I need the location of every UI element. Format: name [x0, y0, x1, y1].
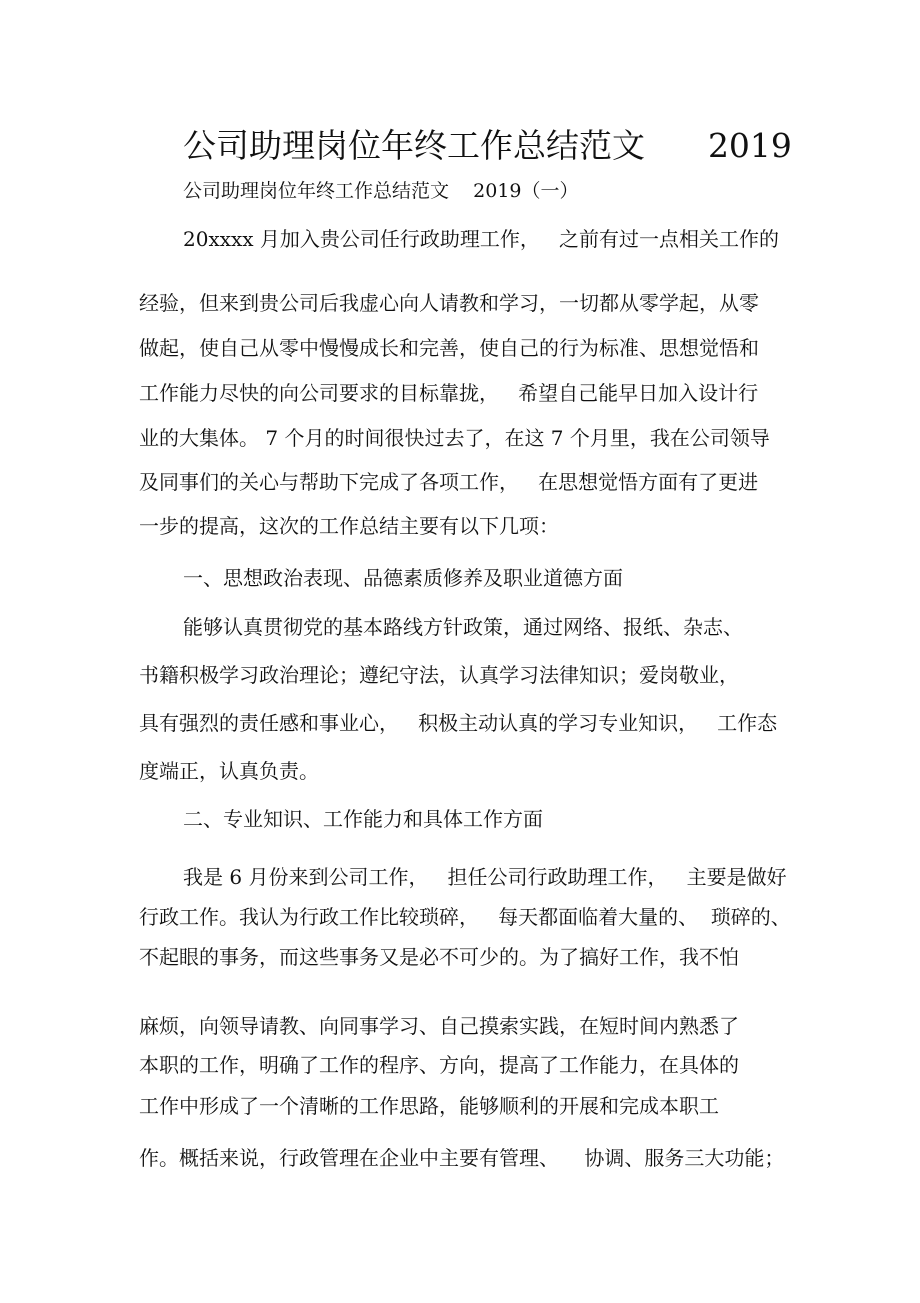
- body-line-12: 度端正，认真负责。: [139, 759, 319, 783]
- document-subtitle: 公司助理岗位年终工作总结范文 2019（一）: [183, 180, 579, 202]
- body-line-16: 不起眼的事务，而这些事务又是必不可少的。为了搞好工作，我不怕: [139, 945, 739, 969]
- body-line-4: 工作能力尽快的向公司要求的目标靠拢， 希望自己能早日加入设计行: [139, 381, 759, 405]
- body-line-10: 书籍积极学习政治理论；遵纪守法，认真学习法律知识；爱岗敬业，: [139, 663, 739, 687]
- body-line-17: 麻烦，向领导请教、向同事学习、自己摸索实践，在短时间内熟悉了: [139, 1014, 739, 1038]
- body-line-1: 20xxxx 月加入贵公司任行政助理工作， 之前有过一点相关工作的: [183, 227, 779, 251]
- section-heading-2: 二、专业知识、工作能力和具体工作方面: [183, 807, 543, 831]
- body-line-5: 业的大集体。 7 个月的时间很快过去了，在这 7 个月里，我在公司领导: [139, 426, 770, 450]
- body-line-7: 一步的提高，这次的工作总结主要有以下几项：: [139, 514, 559, 538]
- body-line-2: 经验，但来到贵公司后我虚心向人请教和学习，一切都从零学起，从零: [139, 291, 759, 315]
- body-line-15: 行政工作。我认为行政工作比较琐碎， 每天都面临着大量的、 琐碎的、: [139, 905, 791, 929]
- body-line-6: 及同事们的关心与帮助下完成了各项工作， 在思想觉悟方面有了更进: [139, 470, 759, 494]
- body-line-18: 本职的工作，明确了工作的程序、方向，提高了工作能力，在具体的: [139, 1053, 739, 1077]
- body-line-11: 具有强烈的责任感和事业心， 积极主动认真的学习专业知识， 工作态: [139, 711, 778, 735]
- body-line-9: 能够认真贯彻党的基本路线方针政策，通过网络、报纸、杂志、: [183, 615, 743, 639]
- body-line-19: 工作中形成了一个清晰的工作思路，能够顺利的开展和完成本职工: [139, 1094, 719, 1118]
- body-line-3: 做起，使自己从零中慢慢成长和完善，使自己的行为标准、思想觉悟和: [139, 336, 759, 360]
- body-line-20: 作。概括来说，行政管理在企业中主要有管理、 协调、服务三大功能；: [139, 1146, 785, 1170]
- body-line-14: 我是 6 月份来到公司工作， 担任公司行政助理工作， 主要是做好: [183, 865, 787, 889]
- section-heading-1: 一、思想政治表现、品德素质修养及职业道德方面: [183, 566, 623, 590]
- document-title: 公司助理岗位年终工作总结范文 2019: [183, 126, 792, 165]
